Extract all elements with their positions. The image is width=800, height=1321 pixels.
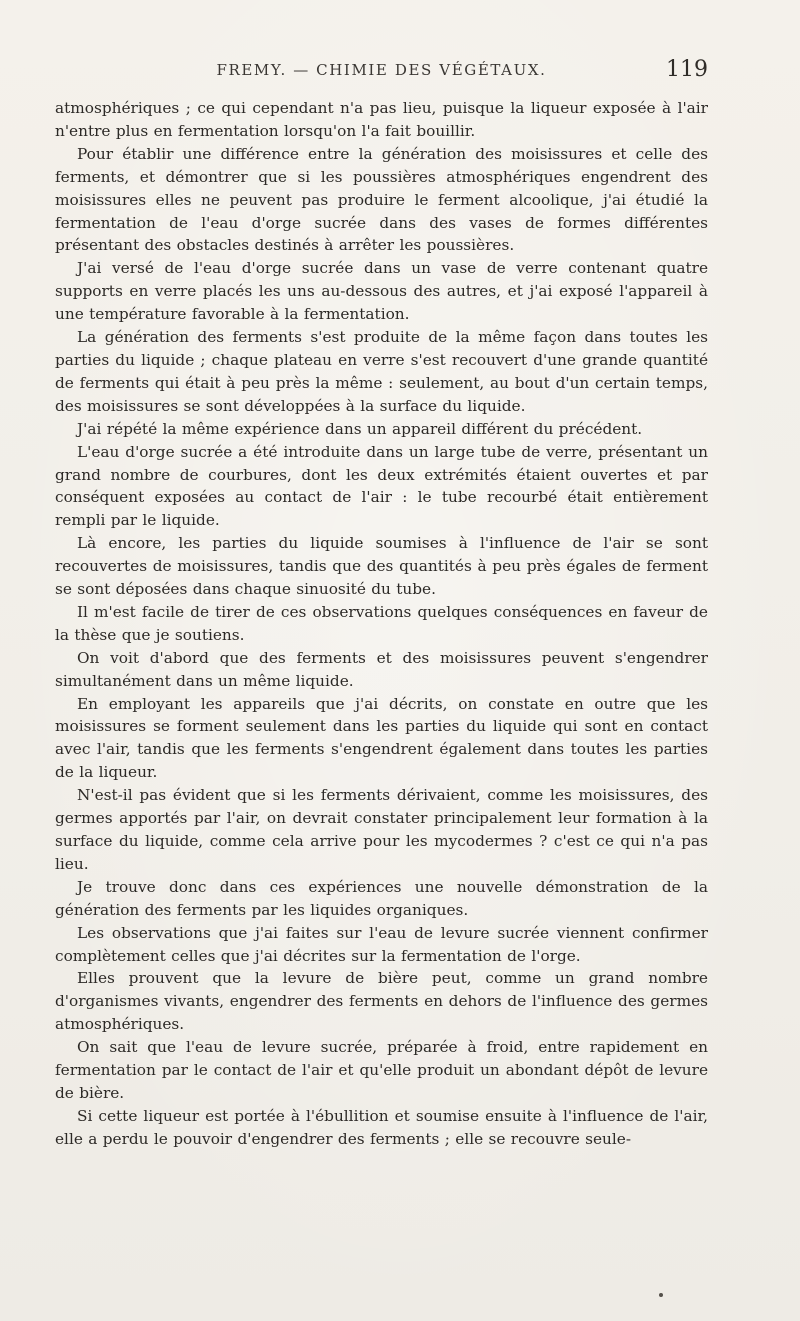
- paragraph: Là encore, les parties du liquide soumises à l'influence de l'air se sont recouvertes de moisissures, tandis que des quantités à peu près égales de ferment se sont déposées dans chaque sinuosité du tube.: [55, 534, 708, 599]
- running-header: [55, 57, 708, 85]
- paragraph: J'ai versé de l'eau d'orge sucrée dans un vase de verre contenant quatre supports en verre placés les uns au-dessous des autres, et j'ai exposé l'appareil à une température favorable à la fermentation.: [55, 259, 708, 324]
- paragraph: On sait que l'eau de levure sucrée, préparée à froid, entre rapidement en fermentation par le contact de l'air et qu'elle produit un abondant dépôt de levure de bière.: [55, 1038, 708, 1102]
- body-text: [55, 97, 708, 1151]
- paragraph: Si cette liqueur est portée à l'ébullition et soumise ensuite à l'influence de l'air, elle a perdu le pouvoir d'engendrer des ferments ; elle se recouvre seule-: [55, 1106, 708, 1148]
- running-header-title: FREMY. — CHIMIE DES VÉGÉTAUX.: [216, 61, 547, 79]
- paragraph: On voit d'abord que des ferments et des moisissures peuvent s'engendrer simultanément dans un même liquide.: [55, 648, 708, 690]
- paragraph: Elles prouvent que la levure de bière peut, comme un grand nombre d'organismes vivants, engendrer des ferments en dehors de l'influence des germes atmosphériques.: [55, 969, 708, 1034]
- paragraph: L'eau d'orge sucrée a été introduite dans un large tube de verre, présentant un grand nombre de courbures, dont les deux extrémités étaient ouvertes et par conséquent exposées au contact de l'air : le tube recourbé était entièrement rempli par le liquide.: [55, 442, 708, 530]
- paragraph: En employant les appareils que j'ai décrits, on constate en outre que les moisissures se forment seulement dans les parties du liquide qui sont en contact avec l'air, tandis que les ferments s'engendrent également dans toutes les parties de la liqueur.: [55, 694, 708, 782]
- paragraph: Je trouve donc dans ces expériences une nouvelle démonstration de la génération des ferments par les liquides organiques.: [55, 877, 708, 919]
- page-number: 119: [666, 57, 708, 82]
- paragraph: Les observations que j'ai faites sur l'eau de levure sucrée viennent confirmer complètement celles que j'ai décrites sur la fermentation de l'orge.: [55, 923, 708, 965]
- paragraph: Il m'est facile de tirer de ces observations quelques conséquences en faveur de la thèse que je soutiens.: [55, 602, 708, 644]
- paragraph: Pour établir une différence entre la génération des moisissures et celle des ferments, et démontrer que si les poussières atmosphériques engendrent des moisissures elles ne peuvent pas produire le ferment alcoolique, j'ai étudié la fermentation de l'eau d'orge sucrée dans des vases de formes différentes présentant des obstacles destinés à arrêter les poussières.: [55, 144, 708, 255]
- paragraph: N'est-il pas évident que si les ferments dérivaient, comme les moisissures, des germes apportés par l'air, on devrait constater principalement leur formation à la surface du liquide, comme cela arrive pour les mycodermes ? c'est ce qui n'a pas lieu.: [55, 786, 708, 873]
- print-speck: [659, 1293, 663, 1297]
- paragraph-continuation: atmosphériques ; ce qui cependant n'a pas lieu, puisque la liqueur exposée à l'air n'entre plus en fermentation lorsqu'on l'a fait bouillir.: [55, 99, 708, 140]
- paragraph: J'ai répété la même expérience dans un appareil différent du précédent.: [77, 419, 643, 438]
- paragraph: La génération des ferments s'est produite de la même façon dans toutes les parties du liquide ; chaque plateau en verre s'est recouvert d'une grande quantité de ferments qui était à peu près la même : seulement, au bout d'un certain temps, des moisissures se sont développées à la surface du liquide.: [55, 328, 708, 415]
